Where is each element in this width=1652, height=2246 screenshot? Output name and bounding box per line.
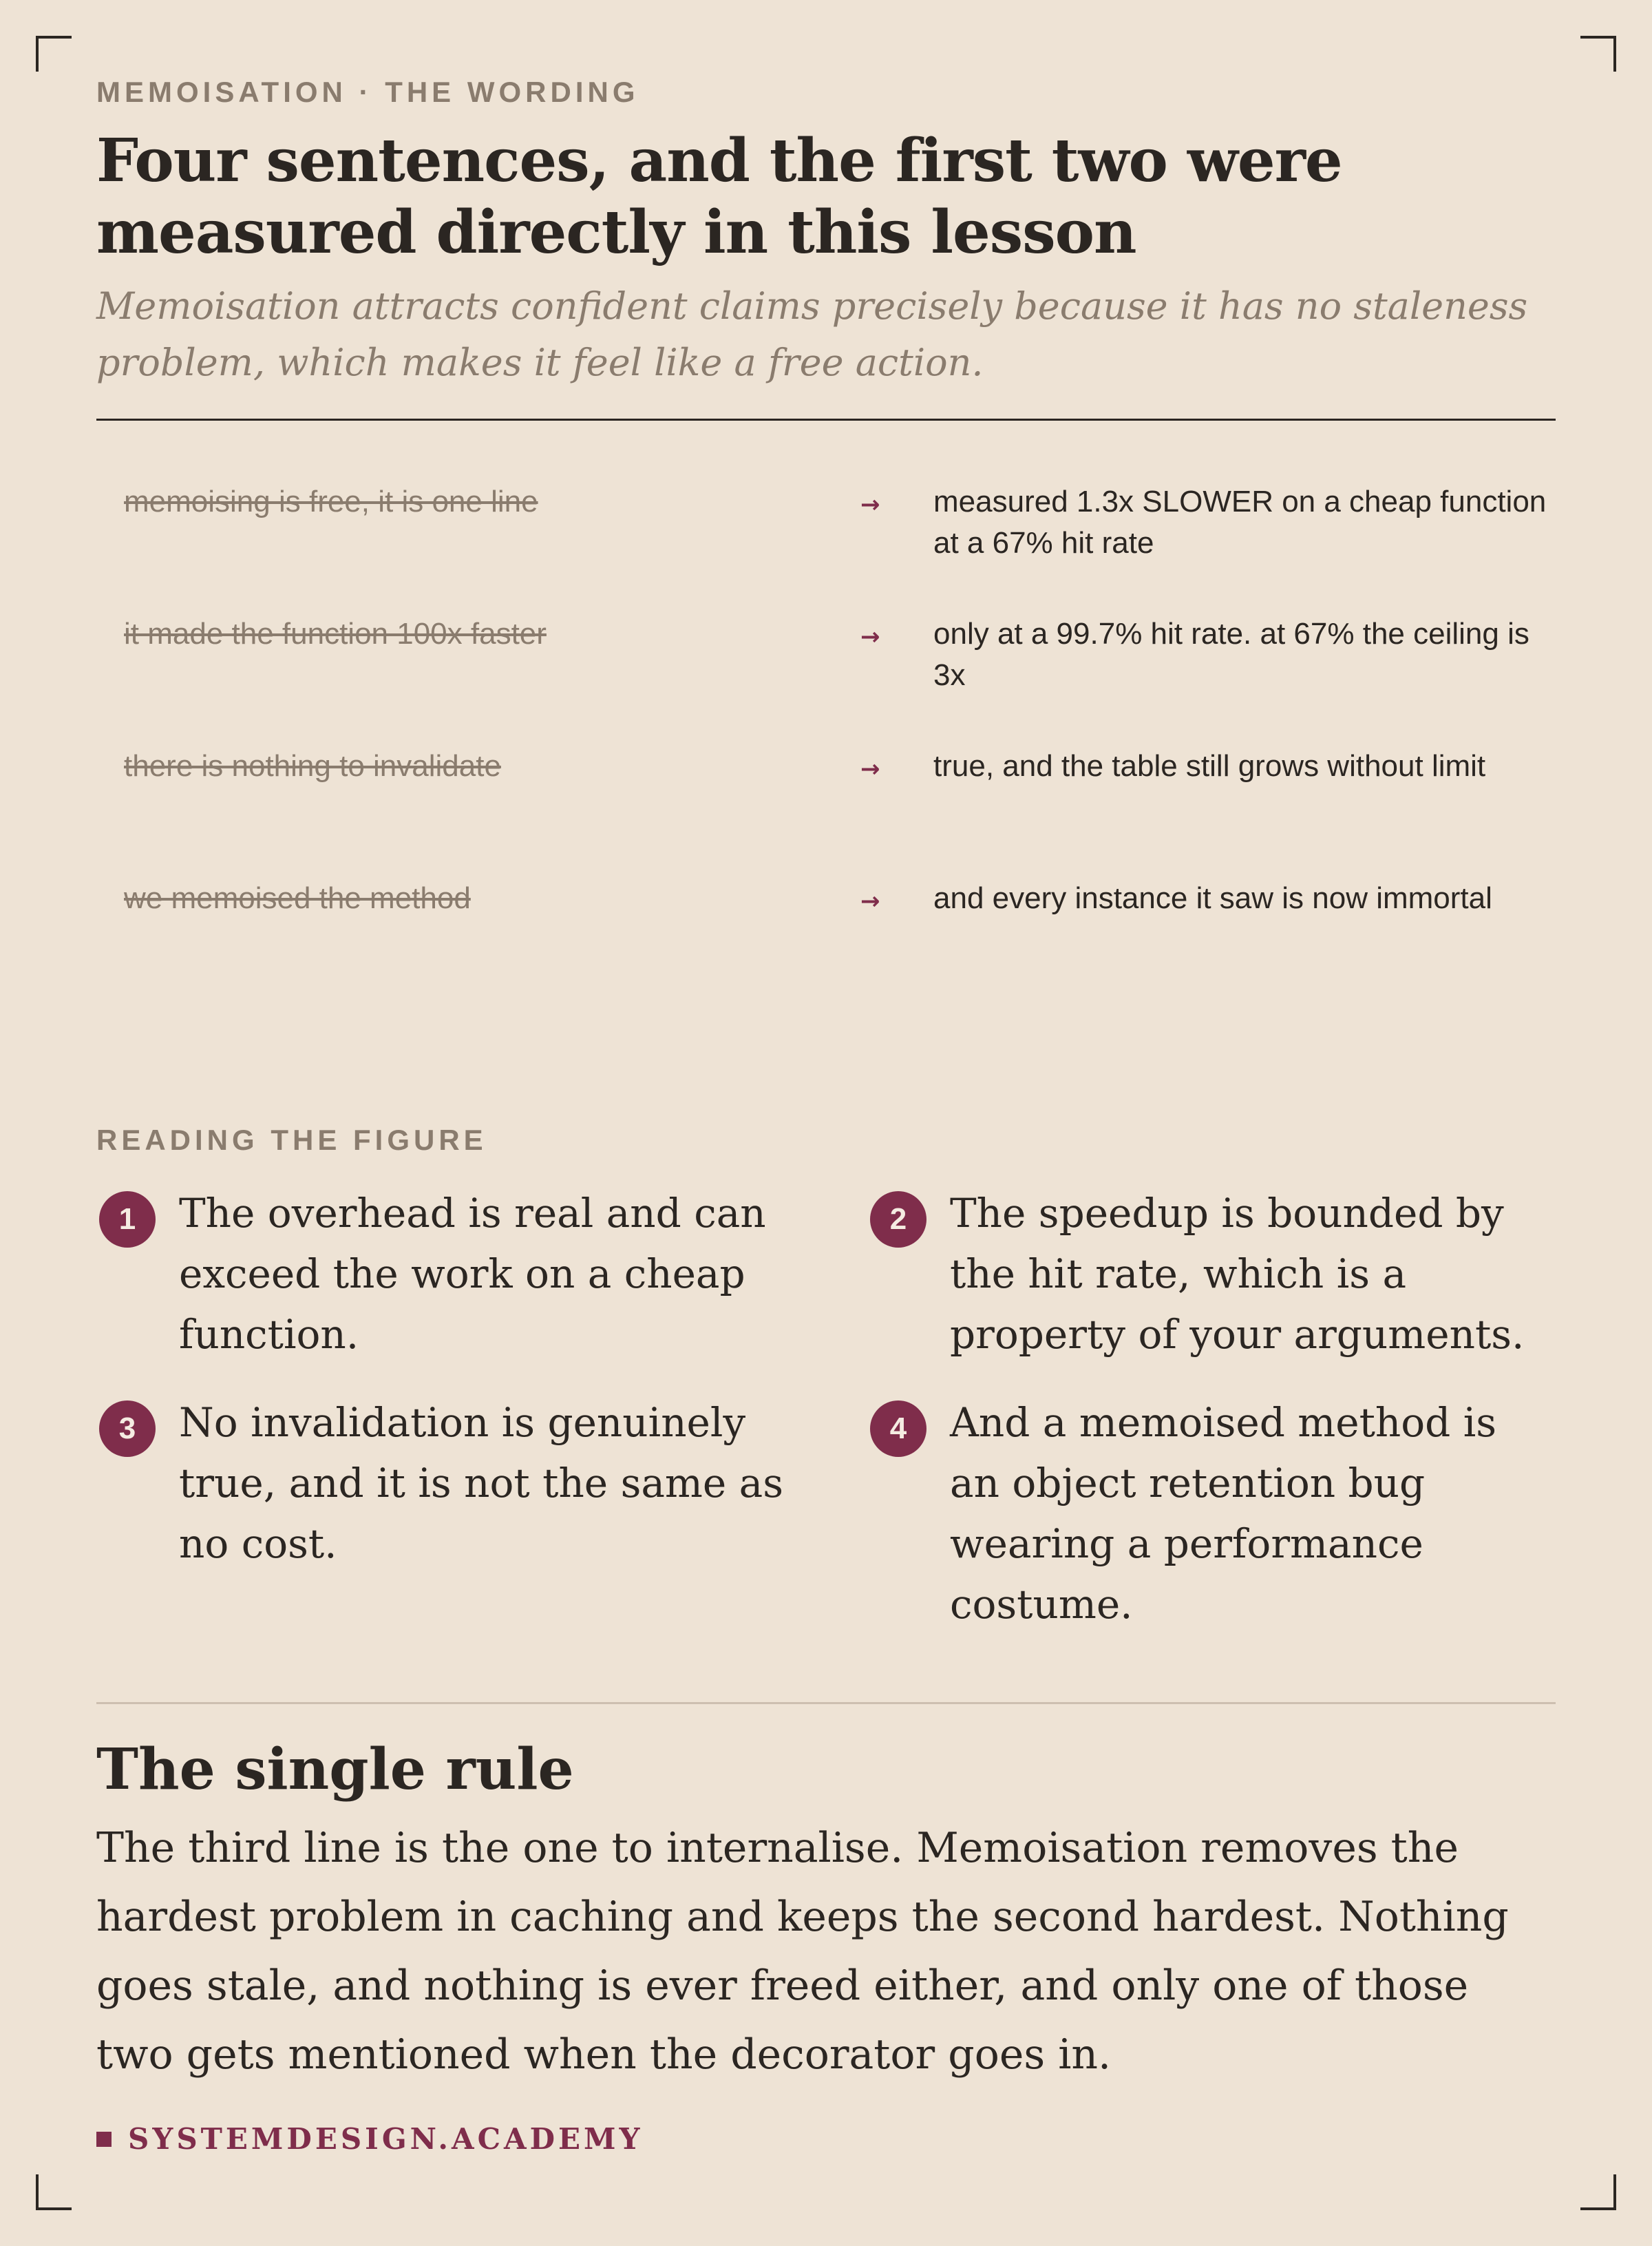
struck-claim: memoising is free, it is one line <box>124 485 538 518</box>
corner-mark-top-right <box>1580 36 1616 72</box>
single-rule-section <box>96 1735 1556 2089</box>
brand-square-icon <box>96 2132 112 2147</box>
correction: only at a 99.7% hit rate. at 67% the ceiling is 3x <box>933 617 1529 692</box>
struck-claim: there is nothing to invalidate <box>124 749 501 783</box>
reading-point <box>867 1392 1556 1635</box>
point-text: And a memoised method is an object retention bug wearing a performance costume. <box>950 1399 1497 1628</box>
claim-row <box>96 746 1556 878</box>
page-title: Four sentences, and the first two were measured directly in this lesson <box>96 126 1342 267</box>
claim-row <box>96 613 1556 746</box>
arrow-right-icon: → <box>860 755 880 783</box>
point-number-badge: 3 <box>99 1400 156 1457</box>
arrow-right-icon: → <box>860 491 880 518</box>
correction: measured 1.3x SLOWER on a cheap function at a 67% hit rate <box>933 485 1547 560</box>
point-number-badge: 4 <box>870 1400 926 1457</box>
eyebrow: MEMOISATION · THE WORDING <box>96 76 639 108</box>
correction: true, and the table still grows without limit <box>933 749 1486 783</box>
corner-mark-bottom-right <box>1580 2174 1616 2210</box>
arrow-right-icon: → <box>860 623 880 651</box>
corner-mark-top-left <box>36 36 72 72</box>
reading-eyebrow: READING THE FIGURE <box>96 1124 487 1156</box>
header-divider <box>96 419 1556 421</box>
single-rule-heading: The single rule <box>96 1736 574 1803</box>
reading-section <box>96 1124 1556 1628</box>
struck-claim: it made the function 100x faster <box>124 617 547 651</box>
reading-point <box>96 1392 785 1574</box>
correction: and every instance it saw is now immortal <box>933 881 1492 915</box>
section-divider <box>96 1702 1556 1704</box>
claim-row <box>96 481 1556 613</box>
reading-point <box>867 1183 1556 1365</box>
brand-name: SYSTEMDESIGN.ACADEMY <box>128 2122 644 2156</box>
struck-claim: we memoised the method <box>124 881 471 915</box>
point-text: The overhead is real and can exceed the work on a cheap function. <box>179 1190 766 1358</box>
corner-mark-bottom-left <box>36 2174 72 2210</box>
reading-points <box>96 1183 1556 1628</box>
page-subtitle: Memoisation attracts confident claims precisely because it has no staleness problem, which makes it feel like a free action. <box>96 284 1528 384</box>
header-section <box>96 76 1556 1010</box>
point-text: No invalidation is genuinely true, and it is not the same as no cost. <box>179 1399 784 1567</box>
single-rule-body: The third line is the one to internalise. Memoisation removes the hardest problem in caching and keeps the second hardest. Nothing goes stale, and nothing is ever freed either, and only one of those two gets mentioned when the decorator goes in. <box>96 1824 1509 2079</box>
claim-row <box>96 878 1556 1010</box>
point-number-badge: 2 <box>870 1191 926 1248</box>
brand-footer <box>96 2122 644 2156</box>
claims-list <box>96 481 1556 1010</box>
reading-point <box>96 1183 785 1365</box>
point-number-badge: 1 <box>99 1191 156 1248</box>
point-text: The speedup is bounded by the hit rate, which is a property of your arguments. <box>950 1190 1525 1358</box>
arrow-right-icon: → <box>860 888 880 915</box>
